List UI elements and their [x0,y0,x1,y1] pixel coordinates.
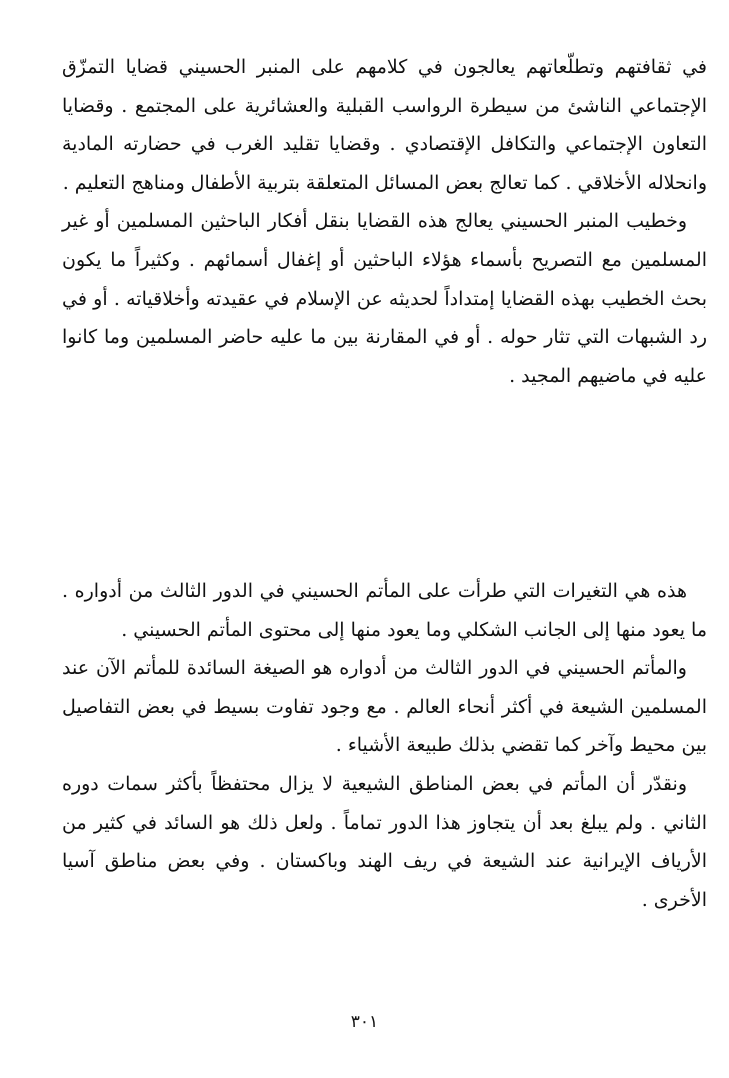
paragraph: وخطيب المنبر الحسيني يعالج هذه القضايا بنقل أفكار الباحثين المسلمين أو غير المسلمين مع التصريح بأسماء هؤلاء الباحثين أو إغفال أسمائهم . وكثيراً ما يكون بحث الخطيب بهذه القضايا إمتداداً لحديثه عن الإسلام في عقيدته وأخلاقياته . أو في رد الشبهات التي تثار حوله . أو في المقارنة بين ما عليه حاضر المسلمين وما كانوا عليه في ماضيهم المجيد . [62,210,707,387]
paragraph: في ثقافتهم وتطلّعاتهم يعالجون في كلامهم على المنبر الحسيني قضايا التمزّق الإجتماعي الناشئ من سيطرة الرواسب القبلية والعشائرية على المجتمع . وقضايا التعاون الإجتماعي والتكافل الإقتصادي . وقضايا تقليد الغرب في حضارته المادية وانحلاله الأخلاقي . كما تعالج بعض المسائل المتعلقة بتربية الأطفال ومناهج التعليم . [62,56,707,194]
text-section-upper [62,48,707,395]
paragraph: والمأتم الحسيني في الدور الثالث من أدواره هو الصيغة السائدة للمأتم الآن عند المسلمين الشيعة في أكثر أنحاء العالم . مع وجود تفاوت بسيط في بعض التفاصيل بين محيط وآخر كما تقضي بذلك طبيعة الأشياء . [62,657,707,757]
text-section-lower [62,572,707,919]
page-number: ٣٠١ [350,1012,379,1032]
paragraph: ونقدّر أن المأتم في بعض المناطق الشيعية لا يزال محتفظاً بأكثر سمات دوره الثاني . ولم يبلغ بعد أن يتجاوز هذا الدور تماماً . ولعل ذلك هو السائد في كثير من الأرياف الإيرانية عند الشيعة في ريف الهند وباكستان . وفي بعض مناطق آسيا الأخرى . [62,772,707,911]
paragraph: هذه هي التغيرات التي طرأت على المأتم الحسيني في الدور الثالث من أدواره . ما يعود منها إلى الجانب الشكلي وما يعود منها إلى محتوى المأتم الحسيني . [62,580,707,641]
